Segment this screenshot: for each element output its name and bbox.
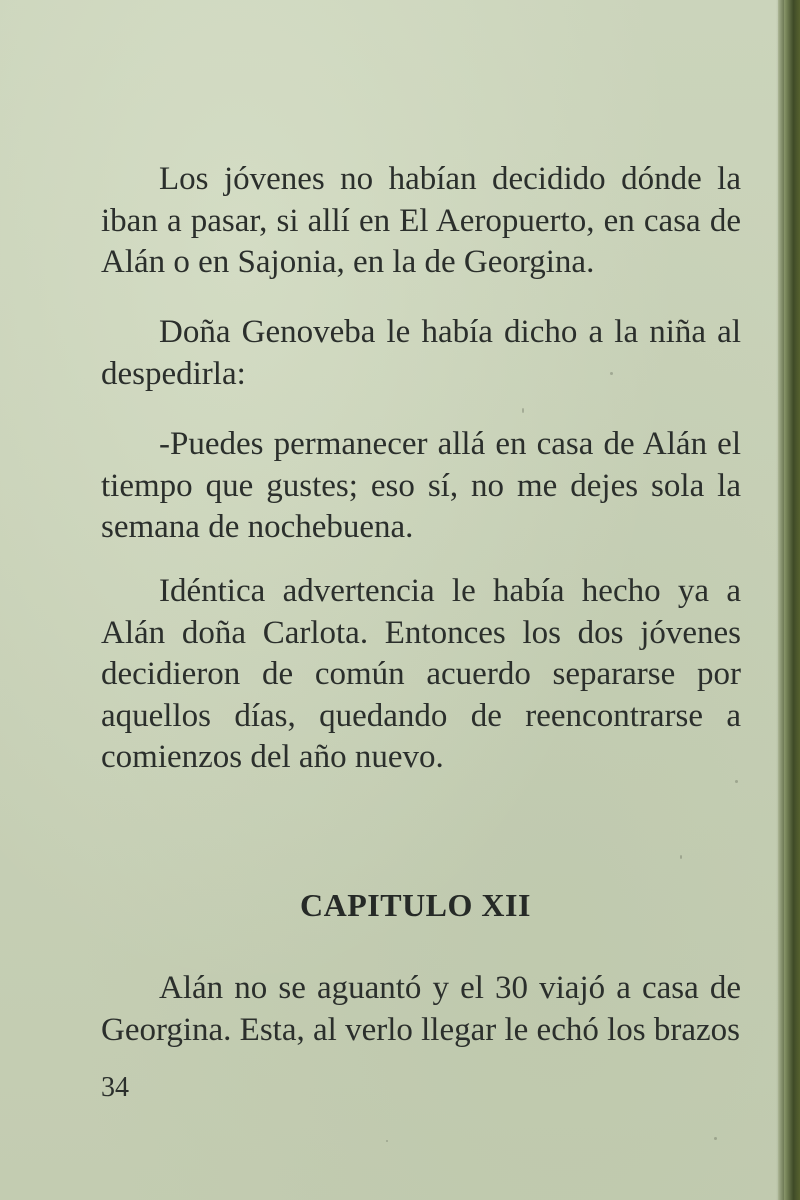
paper-speck (610, 372, 613, 375)
paragraph-5: Alán no se aguantó y el 30 viajó a casa de Georgina. Esta, al verlo llegar le echó los brazos (101, 970, 741, 1048)
paragraph-3-dialogue: -Puedes permanecer allá en casa de Alán el tiempo que gustes; eso sí, no me dejes sola la semana de nochebuena. (101, 426, 741, 545)
paragraph-1: Los jóvenes no habían decidido dónde la iban a pasar, si allí en El Aeropuerto, en casa de Alán o en Sajonia, en la de Georgina. (101, 161, 741, 280)
paper-speck (735, 780, 738, 783)
chapter-heading: CAPITULO XII (300, 887, 531, 923)
page-number: 34 (101, 1072, 129, 1103)
paragraph-4: Idéntica advertencia le había hecho ya a Alán doña Carlota. Entonces los dos jóvenes decidieron de común acuerdo separarse por aquellos días, quedando de reencontrarse a comienzos del año nuevo. (101, 573, 741, 775)
paper-speck (680, 855, 682, 859)
paper-speck (522, 408, 524, 413)
page-edge-gradient (776, 0, 784, 1200)
paper-speck (386, 1140, 388, 1142)
paper-speck (714, 1137, 717, 1140)
paragraph-2: Doña Genoveba le había dicho a la niña al despedirla: (101, 314, 741, 392)
